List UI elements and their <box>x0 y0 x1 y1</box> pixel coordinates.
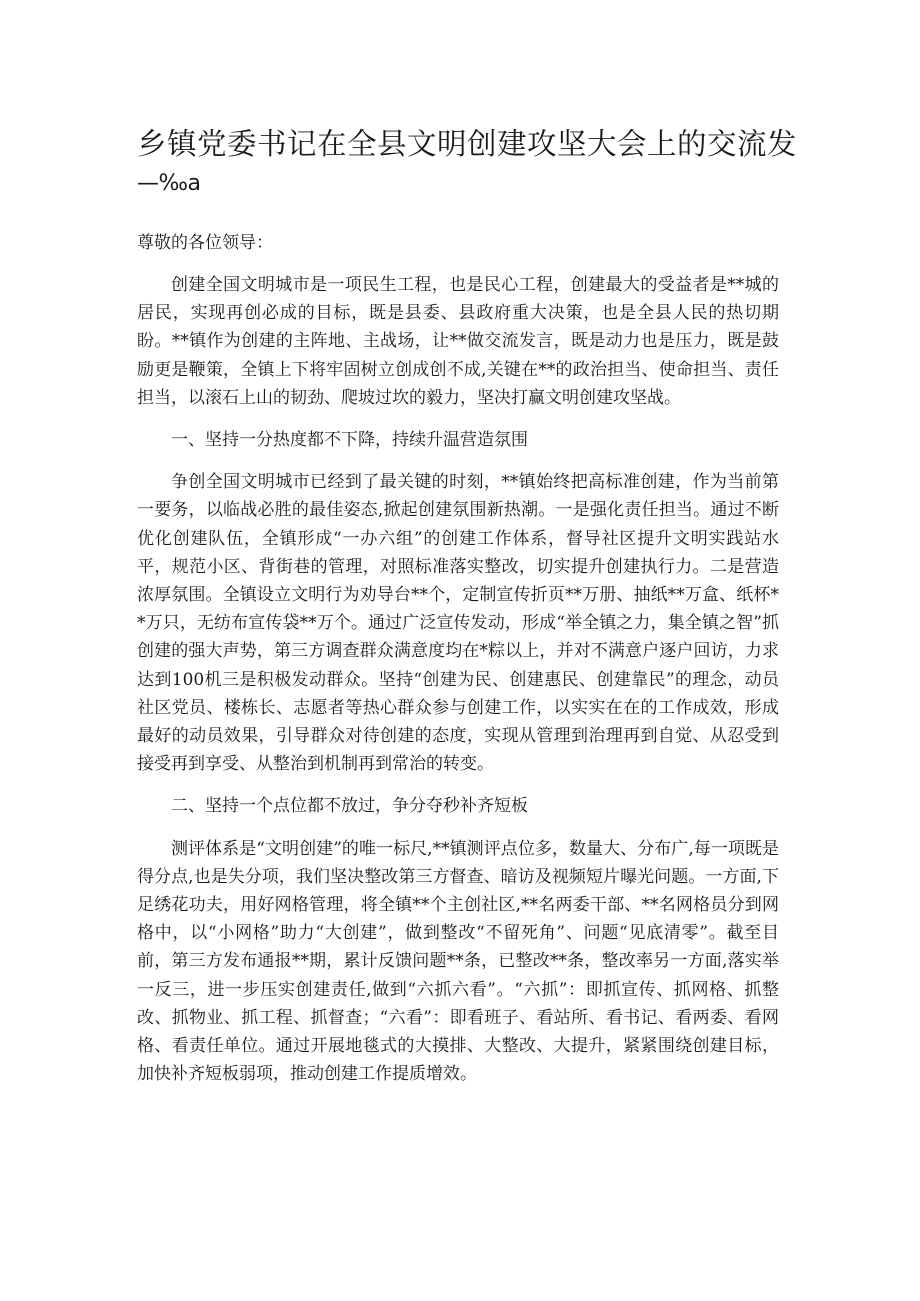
paragraph-section-2: 测评体系是“文明创建”的唯一标尺,**镇测评点位多，数量大、分布广,每一项既是得分点,也是失分项，我们坚决整改第三方督查、暗访及视频短片曝光问题。一方面,下足绣花功夫，用好网格管理，将全镇**个主创社区,**名两委干部、**名网格员分到网格中，以“小网格”助力“大创建”，做到整改“不留死角”、问题“见底清零”。截至目前，第三方发布通报**期，累计反馈问题**条，已整改**条，整改率另一方面,落实举一反三，进一步压实创建责任,做到“六抓六看”。“六抓”：即抓宣传、抓网格、抓整改、抓物业、抓工程、抓督查；“六看”：即看班子、看站所、看书记、看两委、看网格、看责任单位。通过开展地毯式的大摸排、大整改、大提升，紧紧围绕创建目标，加快补齐短板弱项，推动创建工作提质增效。 <box>137 838 779 1085</box>
document-title-continuation: —‰a <box>137 171 201 196</box>
section-heading-1: 一、坚持一分热度都不下降，持续升温营造氛围 <box>171 430 528 451</box>
document-body <box>137 271 779 1088</box>
document-title: 乡镇党委书记在全县文明创建攻坚大会上的交流发 <box>137 127 798 161</box>
paragraph-intro: 创建全国文明城市是一项民生工程，也是民心工程，创建最大的受益者是**城的居民，实现再创必成的目标，既是县委、县政府重大决策，也是全县人民的热切期盼。**镇作为创建的主阵地、主战场，让**做交流发言，既是动力也是压力，既是鼓励更是鞭策，全镇上下将牢固树立创成创不成,关键在**的政治担当、使命担当、责任担当，以滚石上山的韧劲、爬坡过坎的毅力，坚决打赢文明创建攻坚战。 <box>137 275 779 408</box>
section-heading-2: 二、坚持一个点位都不放过，争分夺秒补齐短板 <box>171 796 528 817</box>
paragraph-section-1: 争创全国文明城市已经到了最关键的时刻，**镇始终把高标准创建，作为当前第一要务，以临战必胜的最佳姿态,掀起创建氛围新热潮。一是强化责任担当。通过不断优化创建队伍，全镇形成“一办六组”的创建工作体系，督导社区提升文明实践站水平，规范小区、背街巷的管理，对照标准落实整改，切实提升创建执行力。二是营造浓厚氛围。全镇设立文明行为劝导台**个，定制宣传折页**万册、抽纸**万盒、纸杯**万只，无纺布宣传袋**万个。通过广泛宣传发动，形成“举全镇之力，集全镇之智”抓创建的强大声势，第三方调查群众满意度均在*粽以上，并对不满意户逐户回访，力求达到100机三是积极发动群众。坚持“创建为民、创建惠民、创建靠民”的理念，动员社区党员、楼栋长、志愿者等热心群众参与创建工作，以实实在在的工作成效，形成最好的动员效果，引导群众对待创建的态度，实现从管理到治理再到自觉、从忍受到接受再到享受、从整治到机制再到常治的转变。 <box>137 472 779 775</box>
salutation: 尊敬的各位领导： <box>137 233 273 253</box>
